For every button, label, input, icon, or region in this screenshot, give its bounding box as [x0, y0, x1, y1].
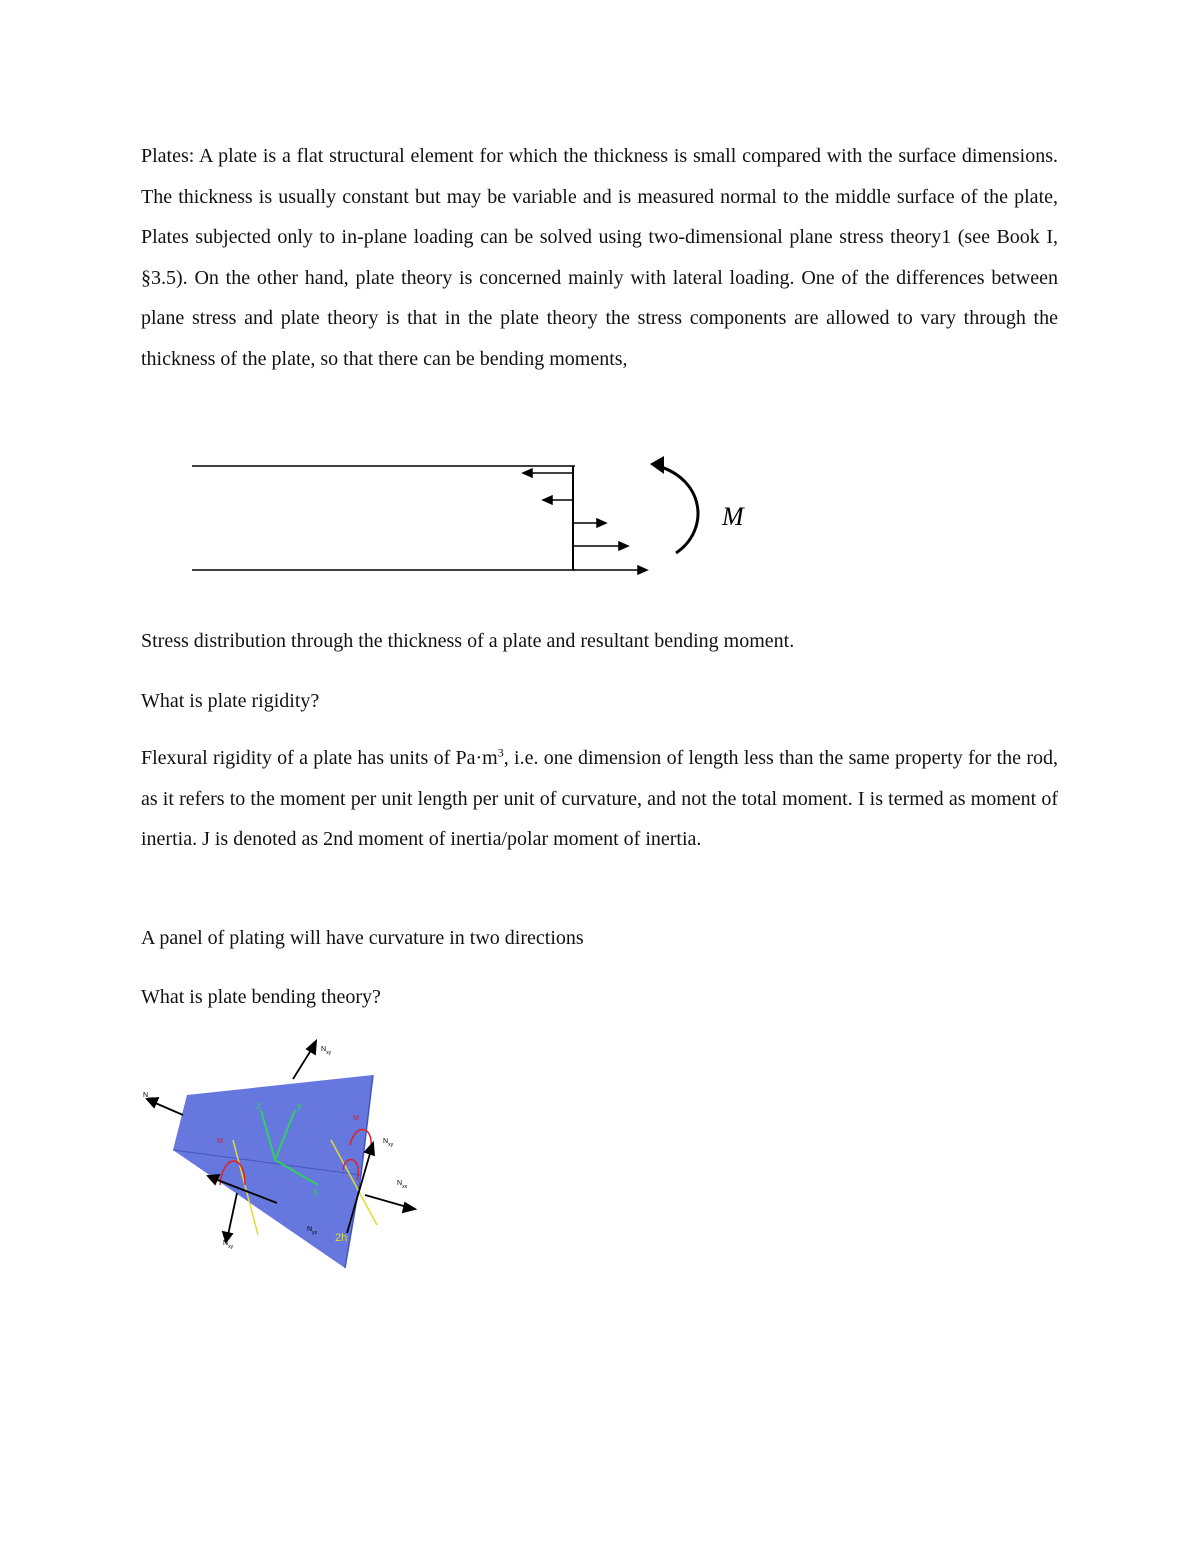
question-plate-rigidity: What is plate rigidity? [141, 690, 320, 712]
z-axis-label: z [256, 1101, 261, 1112]
moment-arrowhead [650, 456, 664, 474]
rigidity-text-end: , i.e. one dimension of length less than the same property for the rod, as it refers to the moment per unit length per unit of curvature, and not the total moment. I is termed as moment of inertia. J is denoted as 2nd moment of inertia/polar moment of inertia. [141, 747, 1059, 850]
cube-superscript: 3 [497, 745, 504, 760]
x-axis-label: x [313, 1187, 318, 1198]
flexural-rigidity-paragraph [141, 738, 1058, 860]
curvature-sentence: A panel of plating will have curvature in two directions [141, 927, 584, 949]
moment-label: M [722, 502, 744, 531]
moment-arc [658, 466, 698, 553]
m-right-label: M [353, 1115, 359, 1122]
y-axis-label: y [297, 1101, 302, 1112]
bending-stress-figure [180, 450, 780, 580]
m-left-label: M [217, 1138, 223, 1145]
nxx-left-label: $N_{xx}$ [143, 1092, 154, 1102]
nxx-right-label: $N_{xx}$ [397, 1180, 408, 1190]
plates-paragraph: Plates: A plate is a flat structural element for which the thickness is small compared with the surface dimensions. The thickness is usually constant but may be variable and is measured normal to the middle surface of the plate, Plates subjected only to in-plane loading can be solved using two-dimensional plane stress theory1 (see Book I, §3.5). On the other hand, plate theory is concerned mainly with lateral loading. One of the differences between plane stress and plate theory is that in the plate theory the stress components are allowed to vary through the thickness of the plate, so that there can be bending moments, [141, 145, 1058, 370]
nxy-top-label: $N_{xy}$ [321, 1046, 332, 1056]
question-plate-bending-theory: What is plate bending theory? [141, 986, 381, 1008]
nyx-label: $N_{yx}$ [307, 1226, 318, 1236]
plate-element-figure [135, 1035, 425, 1275]
stress-arrows [523, 469, 647, 574]
nxy-bottom-label: $N_{xy}$ [223, 1240, 234, 1250]
rigidity-text-start: Flexural rigidity of a plate has units of Pa·m [141, 747, 498, 769]
figure-caption: Stress distribution through the thickness of a plate and resultant bending moment. [141, 630, 795, 652]
thickness-label: 2h [335, 1232, 348, 1244]
nxy-right-label: $N_{xy}$ [383, 1138, 394, 1148]
